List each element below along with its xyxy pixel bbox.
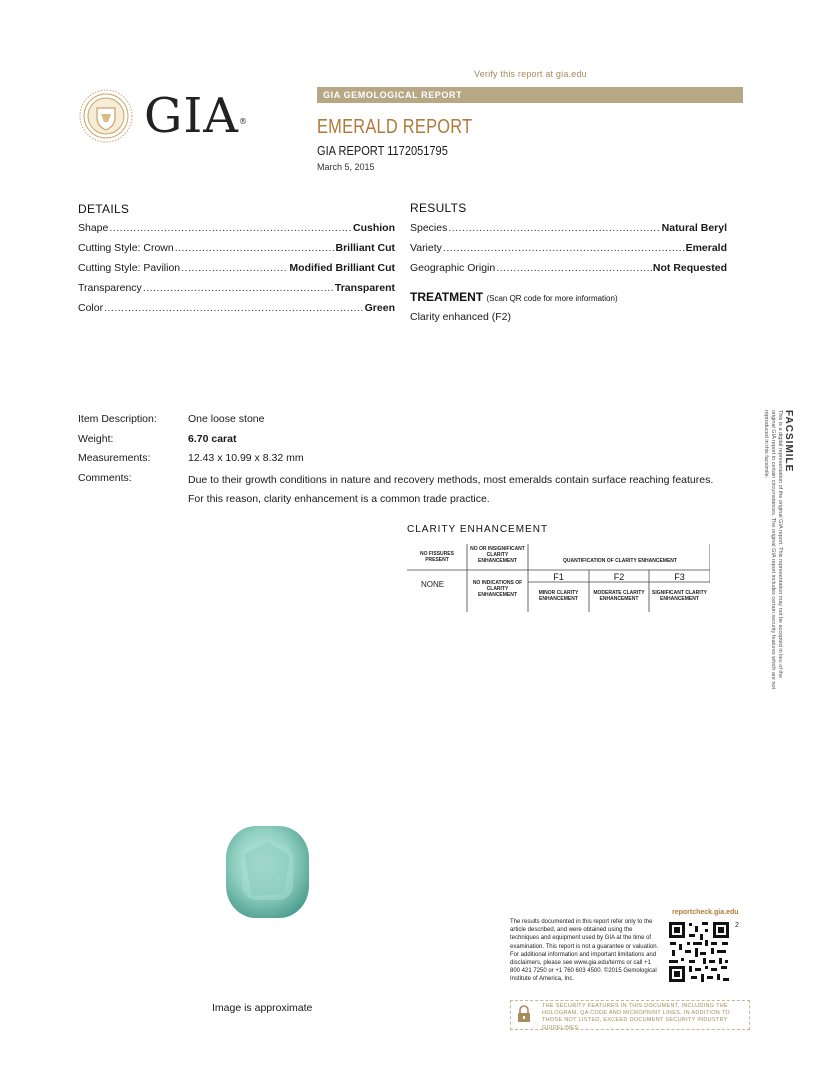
measurements-label: Measurements:: [78, 452, 151, 464]
clarity-f3: F3: [674, 572, 685, 582]
result-row-origin: Geographic Origin ..... Not Requested: [410, 262, 727, 274]
security-text: THE SECURITY FEATURES IN THIS DOCUMENT, INCLUDING THE HOLOGRAM, QA CODE AND MICROPRINT LINES, IN ADDITION TO THOSE NOT LISTED, EXCEED DOCUMENT SECURITY INDUSTRY GUIDELINES.: [542, 1003, 730, 1031]
clarity-f1-desc: MINOR CLARITY ENHANCEMENT: [538, 590, 579, 602]
details-heading: DETAILS: [78, 202, 130, 216]
clarity-f2-desc: MODERATE CLARITY ENHANCEMENT: [593, 590, 645, 602]
item-description-value: One loose stone: [188, 413, 265, 425]
gia-logo: GIA®: [144, 88, 248, 144]
measurements-value: 12.43 x 10.99 x 8.32 mm: [188, 452, 304, 464]
detail-row-transparency: Transparency ..... Transparent: [78, 282, 395, 294]
treatment-note: (Scan QR code for more information): [486, 294, 618, 303]
weight-value: 6.70 carat: [188, 433, 237, 445]
clarity-f3-desc: SIGNIFICANT CLARITY ENHANCEMENT: [652, 590, 707, 602]
clarity-none: NONE: [421, 580, 445, 589]
clarity-no-indications: NO INDICATIONS OF CLARITY ENHANCEMENT: [472, 580, 523, 598]
clarity-title: CLARITY ENHANCEMENT: [407, 524, 549, 535]
report-title: EMERALD REPORT: [317, 116, 473, 138]
item-description-label: Item Description:: [78, 413, 157, 425]
treatment-heading: TREATMENT (Scan QR code for more information): [410, 290, 618, 304]
clarity-no-fissures: NO FISSURES PRESENT: [420, 551, 454, 563]
lock-icon: [516, 1005, 532, 1023]
detail-row-pavilion: Cutting Style: Pavilion ..... Modified Brilliant Cut: [78, 262, 395, 274]
report-number: GIA REPORT 1172051795: [317, 143, 448, 158]
facsimile-title: FACSIMILE: [783, 410, 794, 473]
results-heading: RESULTS: [410, 201, 467, 215]
treatment-value: Clarity enhanced (F2): [410, 311, 511, 323]
detail-row-color: Color ..... Green: [78, 302, 395, 314]
facsimile-text: This is a digital representation of the original GIA report. This representation may not be accepted in lieu of the original GIA report in certain circumstances. The original GIA report includes certain security features which are not reproduced in this facsimile.: [763, 410, 783, 690]
qr-code-icon[interactable]: [667, 920, 731, 984]
report-banner: GIA GEMOLOGICAL REPORT: [317, 87, 743, 103]
result-row-species: Species ..... Natural Beryl: [410, 222, 727, 234]
report-date: March 5, 2015: [317, 162, 375, 172]
clarity-f1: F1: [553, 572, 564, 582]
qr-number: 2: [735, 922, 739, 929]
emerald-image: [224, 824, 311, 920]
weight-label: Weight:: [78, 433, 114, 445]
clarity-f2: F2: [613, 572, 625, 582]
gia-seal-icon: [78, 88, 134, 144]
result-row-variety: Variety ..... Emerald: [410, 242, 727, 254]
detail-row-shape: Shape ..... Cushion: [78, 222, 395, 234]
verify-link[interactable]: Verify this report at gia.edu: [474, 69, 587, 79]
image-caption: Image is approximate: [212, 1002, 313, 1014]
clarity-quantification: QUANTIFICATION OF CLARITY ENHANCEMENT: [563, 558, 677, 564]
reportcheck-link[interactable]: reportcheck.gia.edu: [672, 909, 739, 916]
detail-row-crown: Cutting Style: Crown ..... Brilliant Cut: [78, 242, 395, 254]
footer-disclaimer: The results documented in this report refer only to the article described, and were obtained using the techniques and equipment used by GIA at the time of examination. This report is not a guarantee or valuation. For additional information and important limitations and disclaimers, please see www.gia.edu/terms or call +1 800 421 7250 or +1 760 603 4500. ©2015 Gemological Institute of America, Inc.: [510, 919, 659, 983]
comments-label: Comments:: [78, 472, 132, 484]
clarity-table: [407, 544, 710, 612]
registered-mark: ®: [238, 117, 248, 126]
comments-value: Due to their growth conditions in nature and recovery methods, most emeralds contain surface reaching features. For this reason, clarity enhancement is a common trade practice.: [188, 474, 714, 505]
clarity-no-insignificant: NO OR INSIGNIFICANT CLARITY ENHANCEMENT: [470, 546, 525, 564]
facsimile-note: [764, 410, 794, 690]
